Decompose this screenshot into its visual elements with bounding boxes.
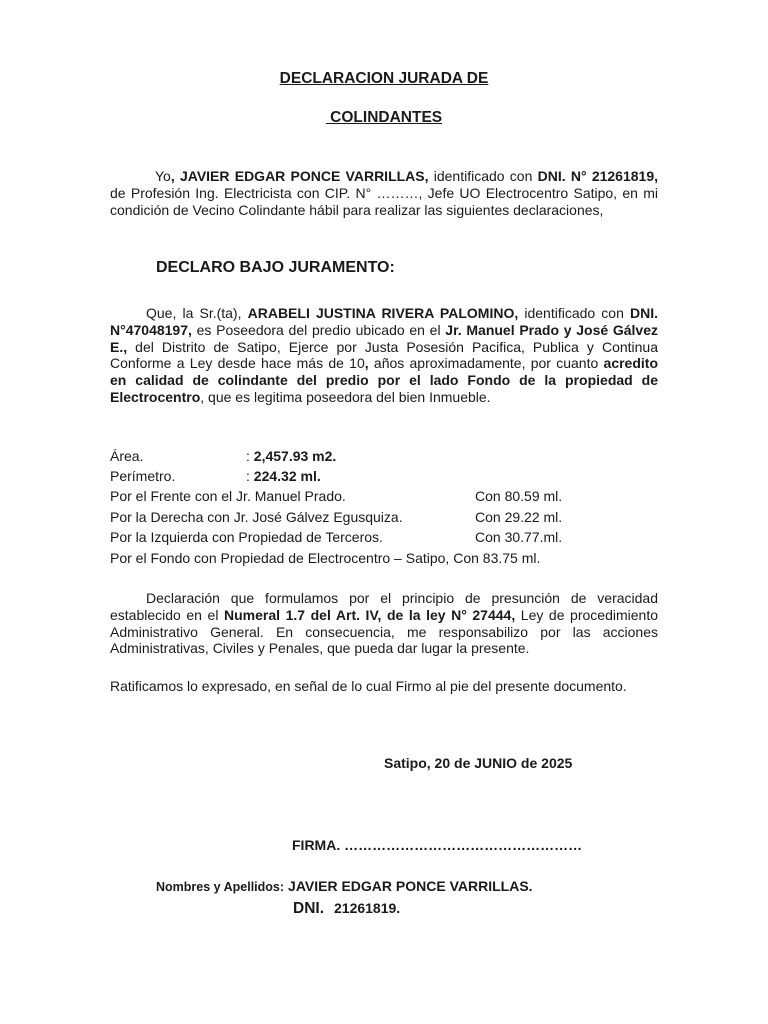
boundary-label: Por la Izquierda con Propiedad de Terceros. bbox=[110, 529, 383, 545]
area-label: Área. bbox=[110, 448, 144, 464]
signer-name bbox=[156, 878, 533, 896]
area-value: : 2,457.93 m2. bbox=[246, 448, 337, 464]
boundary-value: Con 80.59 ml. bbox=[475, 488, 563, 504]
document-title-line2: COLINDANTES bbox=[325, 109, 443, 126]
perimetro-value: : 224.32 ml. bbox=[246, 468, 321, 484]
document-date: Satipo, 20 de JUNIO de 2025 bbox=[384, 755, 573, 771]
boundary-label: Por la Derecha con Jr. José Gálvez Egusquiza. bbox=[110, 509, 403, 525]
intro-paragraph: Yo, JAVIER EDGAR PONCE VARRILLAS, identificado con DNI. N° 21261819, de Profesión Ing. Electricista con CIP. N° ………, Jefe UO Electrocentro Satipo, en mi condición de Vecino Colindante hábil para realizar las siguientes declaraciones, bbox=[110, 168, 658, 218]
boundary-value: Con 30.77.ml. bbox=[475, 529, 563, 545]
document-title-line1: DECLARACION JURADA DE bbox=[279, 70, 489, 87]
signer-dni-label: DNI. bbox=[293, 900, 324, 917]
ratify-paragraph: Ratificamos lo expresado, en señal de lo cual Firmo al pie del presente documento. bbox=[110, 678, 627, 694]
boundary-label: Por el Frente con el Jr. Manuel Prado. bbox=[110, 488, 346, 504]
signer-dni bbox=[293, 900, 400, 918]
declaration-body-paragraph: Que, la Sr.(ta), ARABELI JUSTINA RIVERA PALOMINO, identificado con DNI. N°47048197, es Poseedora del predio ubicado en el Jr. Manuel Prado y José Gálvez E., del Distrito de Satipo, Ejerce por Justa Posesión Pacifica, Publica y Continua Conforme a Ley desde hace más de 10, años aproximadamente, por cuanto acredito en calidad de colindante del predio por el lado Fondo de la propiedad de Electrocentro, que es legitima poseedora del bien Inmueble. bbox=[110, 305, 658, 405]
declaration-heading: DECLARO BAJO JURAMENTO: bbox=[156, 259, 395, 276]
signer-name-value: JAVIER EDGAR PONCE VARRILLAS. bbox=[288, 878, 533, 894]
perimetro-label: Perímetro. bbox=[110, 468, 176, 484]
signer-name-label: Nombres y Apellidos: bbox=[156, 880, 285, 894]
boundary-fondo: Por el Fondo con Propiedad de Electrocentro – Satipo, Con 83.75 ml. bbox=[110, 550, 541, 566]
signature-line: FIRMA. …………………………………………… bbox=[292, 837, 583, 853]
boundary-value: Con 29.22 ml. bbox=[475, 509, 563, 525]
closing-paragraph: Declaración que formulamos por el principio de presunción de veracidad establecido en el Numeral 1.7 del Art. IV, de la ley N° 27444, Ley de procedimiento Administrativo General. En consecuencia, me responsabilizo por las acciones Administrativas, Civiles y Penales, que pueda dar lugar la presente. bbox=[110, 590, 658, 657]
signer-dni-value: 21261819. bbox=[334, 900, 401, 916]
